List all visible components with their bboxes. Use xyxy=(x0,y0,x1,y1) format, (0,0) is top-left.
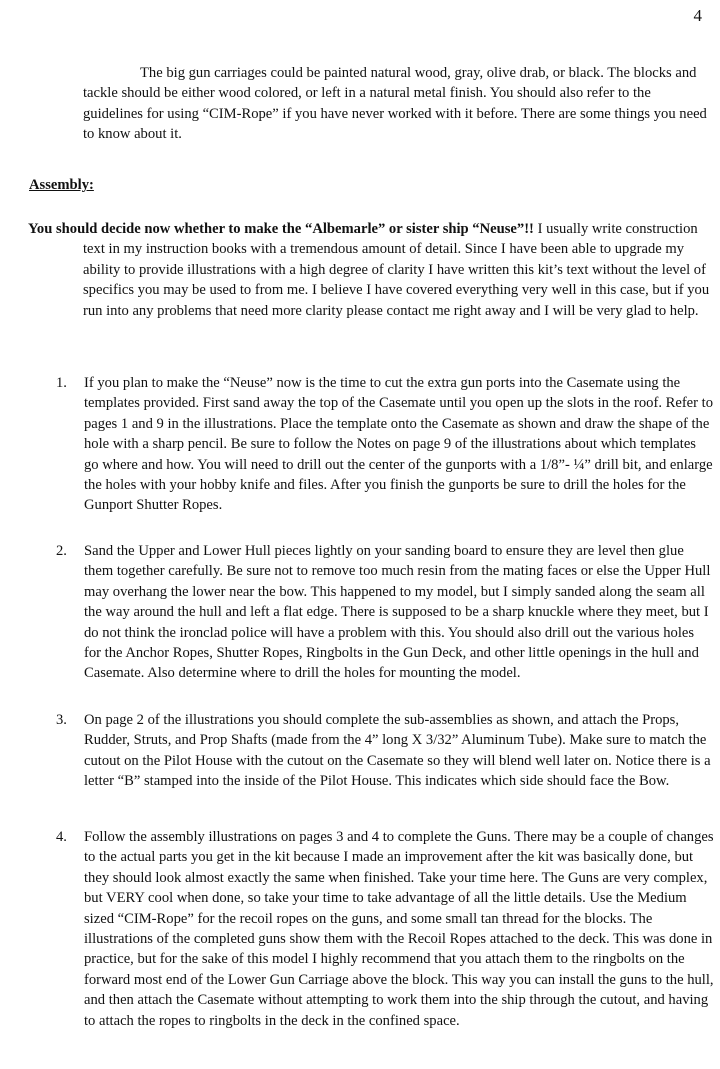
step-text: On page 2 of the illustrations you should complete the sub-assemblies as shown, and attach the Props, Rudder, Struts, and Prop Shafts (made from the 4” long X 3/32” Aluminum Tube). Make sure to match the cutout on the Pilot House with the cutout on the Casemate so they will blend well later on. Notice there is a letter “B” stamped into the inside of the Pilot House. This indicates which side should face the Bow. xyxy=(84,712,711,790)
page-number: 4 xyxy=(693,6,702,25)
step-text: Sand the Upper and Lower Hull pieces lightly on your sanding board to ensure they are level then glue them together carefully. Be sure not to remove too much resin from the mating faces or else the Upper Hull may overhang the lower near the bow. This happened to my model, but I simply sanded along the seam all the way around the hull and left a flat edge. There is supposed to be a sharp knuckle where they meet, but I do not think the ironclad police will have a problem with this. You should also drill out the various holes for the Anchor Ropes, Shutter Ropes, Ringbolts in the Gun Deck, and other little openings in the hull and Casemate. Also determine where to drill the holes for mounting the model. xyxy=(84,543,711,682)
step-number: 4. xyxy=(56,829,67,845)
decision-paragraph xyxy=(28,219,713,321)
assembly-heading: Assembly: xyxy=(29,177,94,193)
decision-text: I usually write construction text in my instruction books with a tremendous amount of detail. Since I have been able to upgrade my ability to provide illustrations with a high degree of clarity I have written this kit’s text without the level of specifics you may be used to from me. I believe I have covered everything very well in this case, but if you run into any problems that need more clarity please contact me right away and I will be very glad to help. xyxy=(83,221,710,319)
step-text: If you plan to make the “Neuse” now is the time to cut the extra gun ports into the Casemate using the templates provided. First sand away the top of the Casemate until you open up the slots in the roof. Refer to pages 1 and 9 in the illustrations. Place the template onto the Casemate as shown and draw the shape of the hole with a sharp pencil. Be sure to follow the Notes on page 9 of the illustrations about which templates go where and how. You will need to drill out the center of the gunports with a 1/8”- ¼” drill bit, and enlarge the holes with your hobby knife and files. After you finish the gunports be sure to drill the holes for the Gunport Shutter Ropes. xyxy=(84,375,714,514)
step-number: 3. xyxy=(56,712,67,728)
intro-paragraph: The big gun carriages could be painted natural wood, gray, olive drab, or black. The blocks and tackle should be either wood colored, or left in a natural metal finish. You should also refer to the guidelines for using “CIM-Rope” if you have never worked with it before. There are some things you need to know about it. xyxy=(83,65,707,143)
step-text: Follow the assembly illustrations on pages 3 and 4 to complete the Guns. There may be a couple of changes to the actual parts you get in the kit because I made an improvement after the kit was basically done, but they should look almost exactly the same when finished. Take your time here. The Guns are very complex, but VERY cool when done, so take your time to take advantage of all the little details. Use the Medium sized “CIM-Rope” for the recoil ropes on the guns, and some small tan thread for the blocks. The illustrations of the completed guns show them with the Recoil Ropes attached to the deck. This was done in practice, but for the sake of this model I highly recommend that you attach them to the ringbolts on the forward most end of the Lower Gun Carriage above the block. This way you can install the guns to the hull, and then attach the Casemate without attempting to work them into the ship through the cutout, and having to attach the ropes to ringbolts in the deck in the confined space. xyxy=(84,829,714,1029)
step-number: 1. xyxy=(56,375,67,391)
step-number: 2. xyxy=(56,543,67,559)
decision-lead: You should decide now whether to make the “Albemarle” or sister ship “Neuse”!! xyxy=(28,221,534,237)
